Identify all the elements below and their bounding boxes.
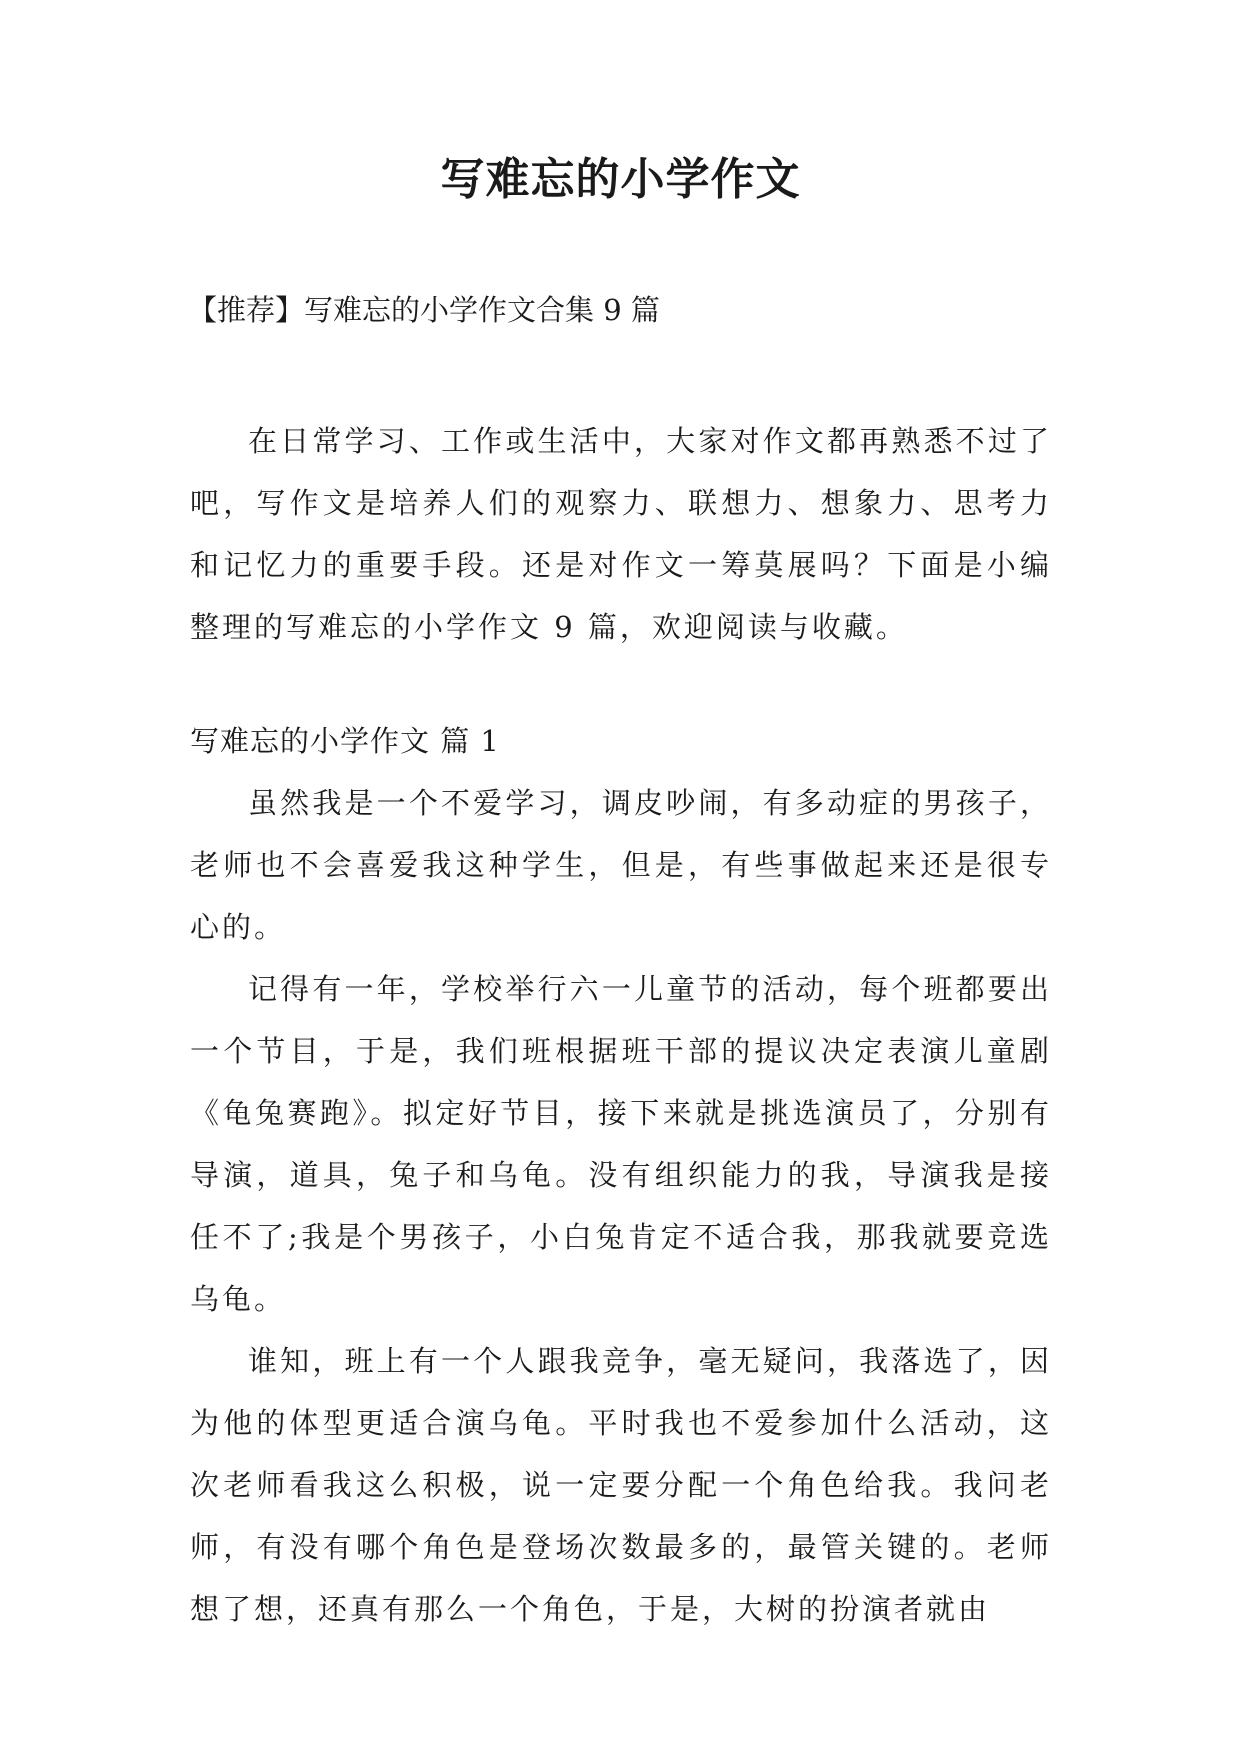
intro-paragraph: 在日常学习、工作或生活中，大家对作文都再熟悉不过了吧，写作文是培养人们的观察力、联想力、想象力、思考力和记忆力的重要手段。还是对作文一筹莫展吗？下面是小编整理的写难忘的小学作文 9 篇，欢迎阅读与收藏。 <box>190 424 1052 644</box>
document-body <box>190 410 1052 1640</box>
body-paragraph: 谁知，班上有一个人跟我竞争，毫无疑问，我落选了，因为他的体型更适合演乌龟。平时我也不爱参加什么活动，这次老师看我这么积极，说一定要分配一个角色给我。我问老师，有没有哪个角色是登场次数最多的，最管关键的。老师想了想，还真有那么一个角色，于是，大树的扮演者就由 <box>190 1344 1052 1626</box>
body-paragraph: 记得有一年，学校举行六一儿童节的活动，每个班都要出一个节目，于是，我们班根据班干部的提议决定表演儿童剧《龟兔赛跑》。拟定好节目，接下来就是挑选演员了，分别有导演，道具，兔子和乌龟。没有组织能力的我，导演我是接任不了;我是个男孩子，小白兔肯定不适合我，那我就要竞选乌龟。 <box>190 972 1052 1316</box>
document-title: 写难忘的小学作文 <box>440 154 801 205</box>
section-heading: 写难忘的小学作文 篇 1 <box>190 724 500 758</box>
document-subtitle: 【推荐】写难忘的小学作文合集 9 篇 <box>188 293 660 327</box>
body-paragraph: 虽然我是一个不爱学习，调皮吵闹，有多动症的男孩子，老师也不会喜爱我这种学生，但是，有些事做起来还是很专心的。 <box>190 786 1052 944</box>
